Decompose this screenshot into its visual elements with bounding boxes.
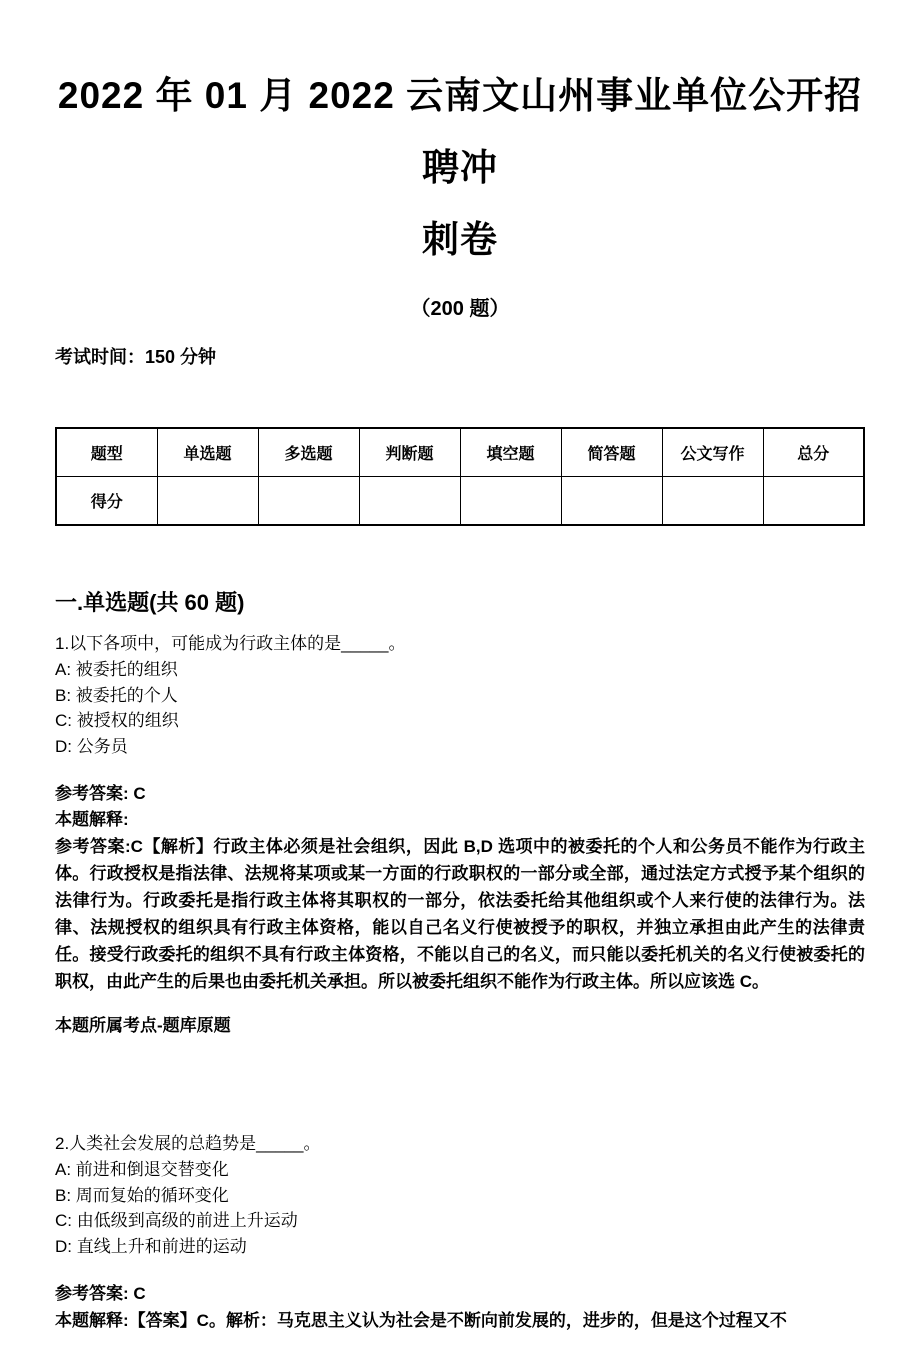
question-2-option-a: A: 前进和倒退交替变化	[55, 1160, 229, 1179]
score-table-header-cell: 简答题	[561, 428, 662, 477]
question-1-explanation-text: 参考答案:C【解析】行政主体必须是社会组织，因此 B,D 选项中的被委托的个人和公务员不能作为行政主体。行政授权是指法律、法规将某项或某一方面的行政职权的一部分或全部，通过法定方式授予某个组织的法律行为。行政委托是指行政主体将其职权的一部分，依法委托给其他组织或个人来行使的法律行为。法律、法规授权的组织具有行政主体资格，能以自己名义行使被授予的职权，并独立承担由此产生的法律责任。接受行政委托的组织不具有行政主体资格，不能以自己的名义，而只能以委托机关的名义行使被委托的职权，由此产生的后果也由委托机关承担。所以被委托组织不能作为行政主体。所以应该选 C。	[55, 837, 865, 991]
document-content	[0, 60, 920, 1334]
score-cell-empty	[157, 477, 258, 526]
score-table-header-cell: 题型	[56, 428, 157, 477]
score-table-header-cell: 公文写作	[662, 428, 763, 477]
section-heading-single-choice: 一.单选题(共 60 题)	[55, 590, 245, 615]
question-2-text: 2.人类社会发展的总趋势是_____。	[55, 1134, 321, 1153]
question-2-reference-answer: 参考答案: C	[55, 1284, 146, 1303]
document-title-line2: 刺卷	[422, 219, 498, 260]
question-2-option-c: C: 由低级到高级的前进上升运动	[55, 1211, 298, 1230]
score-table	[55, 427, 865, 526]
question-2-explanation-line: 本题解释:【答案】C。解析：马克思主义认为社会是不断向前发展的，进步的，但是这个过程又不	[55, 1311, 787, 1330]
score-cell-empty	[258, 477, 359, 526]
score-table-score-row	[56, 477, 864, 526]
question-1-text: 1.以下各项中，可能成为行政主体的是_____。	[55, 634, 406, 653]
score-cell-empty	[662, 477, 763, 526]
question-1-option-d: D: 公务员	[55, 736, 128, 756]
question-1-block	[55, 631, 865, 1036]
question-2-block	[55, 1131, 865, 1334]
score-cell-empty	[460, 477, 561, 526]
score-table-header-cell: 判断题	[359, 428, 460, 477]
score-table-header-row	[56, 428, 864, 477]
score-table-header-cell: 总分	[763, 428, 864, 477]
score-table-header-cell: 填空题	[460, 428, 561, 477]
score-cell-empty	[561, 477, 662, 526]
question-count-subtitle: （200 题）	[410, 298, 510, 320]
exam-time-label: 考试时间：150 分钟	[55, 347, 217, 367]
score-table-header-cell: 单选题	[157, 428, 258, 477]
question-2-option-d: D: 直线上升和前进的运动	[55, 1236, 247, 1256]
question-1-option-b: B: 被委托的个人	[55, 685, 178, 705]
score-cell-empty	[763, 477, 864, 526]
exam-document-page	[0, 60, 920, 1362]
question-1-option-a: A: 被委托的组织	[55, 660, 178, 679]
question-1-reference-answer: 参考答案: C	[55, 784, 146, 803]
question-2-option-b: B: 周而复始的循环变化	[55, 1185, 229, 1205]
document-title	[55, 60, 865, 276]
document-title-line1: 2022 年 01 月 2022 云南文山州事业单位公开招聘冲	[57, 75, 863, 188]
question-1-explanation-heading: 本题解释:	[55, 810, 129, 829]
question-1-option-c: C: 被授权的组织	[55, 711, 179, 730]
score-cell-empty	[359, 477, 460, 526]
score-row-label: 得分	[56, 477, 157, 526]
score-table-header-cell: 多选题	[258, 428, 359, 477]
question-1-source-note: 本题所属考点-题库原题	[55, 1016, 231, 1035]
